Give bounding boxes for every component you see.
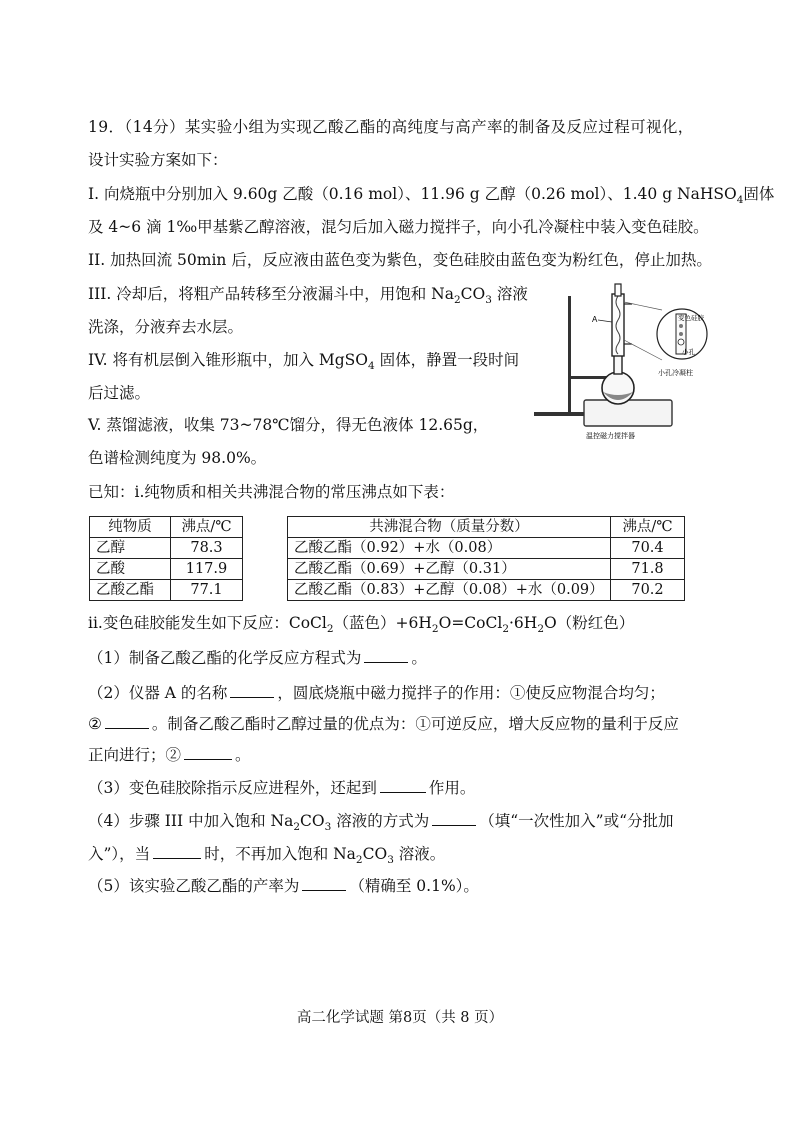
table-cell: 70.4 [611, 538, 685, 559]
magnetic-stirrer [584, 400, 672, 426]
label-silica-gel: 变色硅胶 [678, 314, 704, 322]
answer-blank[interactable] [364, 648, 408, 663]
step-3-cont: 洗涤，分液弃去水层。 [88, 318, 244, 336]
answer-blank[interactable] [105, 714, 149, 729]
gel-granule [679, 332, 683, 336]
step-1: I. 向烧瓶中分别加入 9.60g 乙酸（0.16 mol）、11.96 g 乙醇（0.26 mol）、1.40 g NaHSO$_4$固体 [88, 185, 775, 207]
gel-granule [679, 324, 683, 328]
table-row [288, 580, 685, 601]
question-header-cont: 设计实验方案如下： [88, 151, 228, 169]
step-5-cont: 色谱检测纯度为 98.0%。 [88, 449, 267, 467]
condenser-top [615, 284, 621, 296]
step-3: III. 冷却后，将粗产品转移至分液漏斗中，用饱和 $Na_2CO_3$ 溶液 [88, 285, 528, 307]
table-header-cell: 沸点/℃ [611, 517, 685, 538]
table-header-cell: 共沸混合物（质量分数） [288, 517, 611, 538]
sub-question-2-cont2: 正向进行；② 。 [88, 746, 251, 764]
table-row [90, 580, 243, 601]
step-5: V. 蒸馏滤液，收集 73~78℃馏分，得无色液体 12.65g， [88, 416, 489, 434]
table-cell: 117.9 [171, 559, 243, 580]
step-4: IV. 将有机层倒入锥形瓶中，加入 MgSO$_4$ 固体，静置一段时间 [88, 351, 520, 373]
table-header-row [288, 517, 685, 538]
sub-question-2: （2）仪器 A 的名称 ，圆底烧瓶中磁力搅拌子的作用：①使反应物混合均匀； [88, 684, 665, 702]
known-intro: 已知：i.纯物质和相关共沸混合物的常压沸点如下表： [88, 483, 455, 501]
answer-blank[interactable] [184, 745, 232, 760]
known-ii: ii.变色硅胶能发生如下反应：CoCl$_2$（蓝色）$+6H_2O=CoCl_2\cdot 6H_2O$（粉红色） [88, 614, 635, 636]
sub-question-2-cont: ② 。制备乙酸乙酯时乙醇过量的优点为：①可逆反应，增大反应物的量利于反应 [88, 715, 679, 733]
table-row [90, 559, 243, 580]
table-row [288, 559, 685, 580]
clamp-arm [570, 376, 610, 379]
label-stirrer: 温控磁力搅拌器 [586, 432, 635, 440]
step-1-cont: 及 4~6 滴 1‰甲基紫乙醇溶液，混匀后加入磁力搅拌子，向小孔冷凝柱中装入变色硅胶。 [88, 218, 709, 236]
answer-blank[interactable] [432, 811, 476, 826]
pure-substance-table [89, 516, 243, 601]
table-cell: 乙酸乙酯（0.83）+乙醇（0.08）+水（0.09） [288, 580, 611, 601]
sub-question-5: （5）该实验乙酸乙酯的产率为 （精确至 0.1%）。 [88, 877, 479, 895]
stand-rod [568, 296, 571, 414]
zoom-line-bottom [624, 340, 662, 360]
azeotrope-table [287, 516, 685, 601]
sub-question-3: （3）变色硅胶除指示反应进程外，还起到 作用。 [88, 779, 476, 797]
table-row [90, 538, 243, 559]
table-cell: 71.8 [611, 559, 685, 580]
table-header-row [90, 517, 243, 538]
page-footer: 高二化学试题 第8页（共 8 页） [296, 1010, 504, 1026]
table-cell: 乙醇 [90, 538, 171, 559]
table-cell: 77.1 [171, 580, 243, 601]
table-cell: 78.3 [171, 538, 243, 559]
label-condenser-column: 小孔冷凝柱 [658, 369, 693, 377]
condenser-A [612, 294, 624, 356]
table-row [288, 538, 685, 559]
small-hole [678, 339, 684, 345]
apparatus-diagram [532, 282, 712, 444]
flask-neck [614, 354, 622, 374]
answer-blank[interactable] [153, 844, 201, 859]
sub-question-4: （4）步骤 III 中加入饱和 $Na_2CO_3$ 溶液的方式为 （填“一次性加入”或“分批加 [88, 812, 674, 834]
step-4-cont: 后过滤。 [88, 384, 151, 402]
table-cell: 乙酸乙酯 [90, 580, 171, 601]
sub-question-1: （1）制备乙酸乙酯的化学反应方程式为 。 [88, 649, 427, 667]
table-header-cell: 纯物质 [90, 517, 171, 538]
question-header: 19．（14分）某实验小组为实现乙酸乙酯的高纯度与高产率的制备及反应过程可视化， [88, 118, 694, 136]
answer-blank[interactable] [302, 876, 346, 891]
table-cell: 乙酸乙酯（0.92）+水（0.08） [288, 538, 611, 559]
table-cell: 70.2 [611, 580, 685, 601]
answer-blank[interactable] [230, 683, 274, 698]
table-header-cell: 沸点/℃ [171, 517, 243, 538]
label-A: A [592, 315, 598, 324]
sub-question-4-cont: 入”），当 时，不再加入饱和 $Na_2CO_3$ 溶液。 [88, 845, 446, 867]
table-cell: 乙酸 [90, 559, 171, 580]
step-2: II. 加热回流 50min 后，反应液由蓝色变为紫色，变色硅胶由蓝色变为粉红色，停止加热。 [88, 251, 712, 269]
label-A-pointer [598, 320, 612, 322]
label-small-hole: 小孔 [682, 348, 695, 356]
zoom-line-top [624, 302, 662, 310]
table-cell: 乙酸乙酯（0.69）+乙醇（0.31） [288, 559, 611, 580]
answer-blank[interactable] [380, 778, 426, 793]
